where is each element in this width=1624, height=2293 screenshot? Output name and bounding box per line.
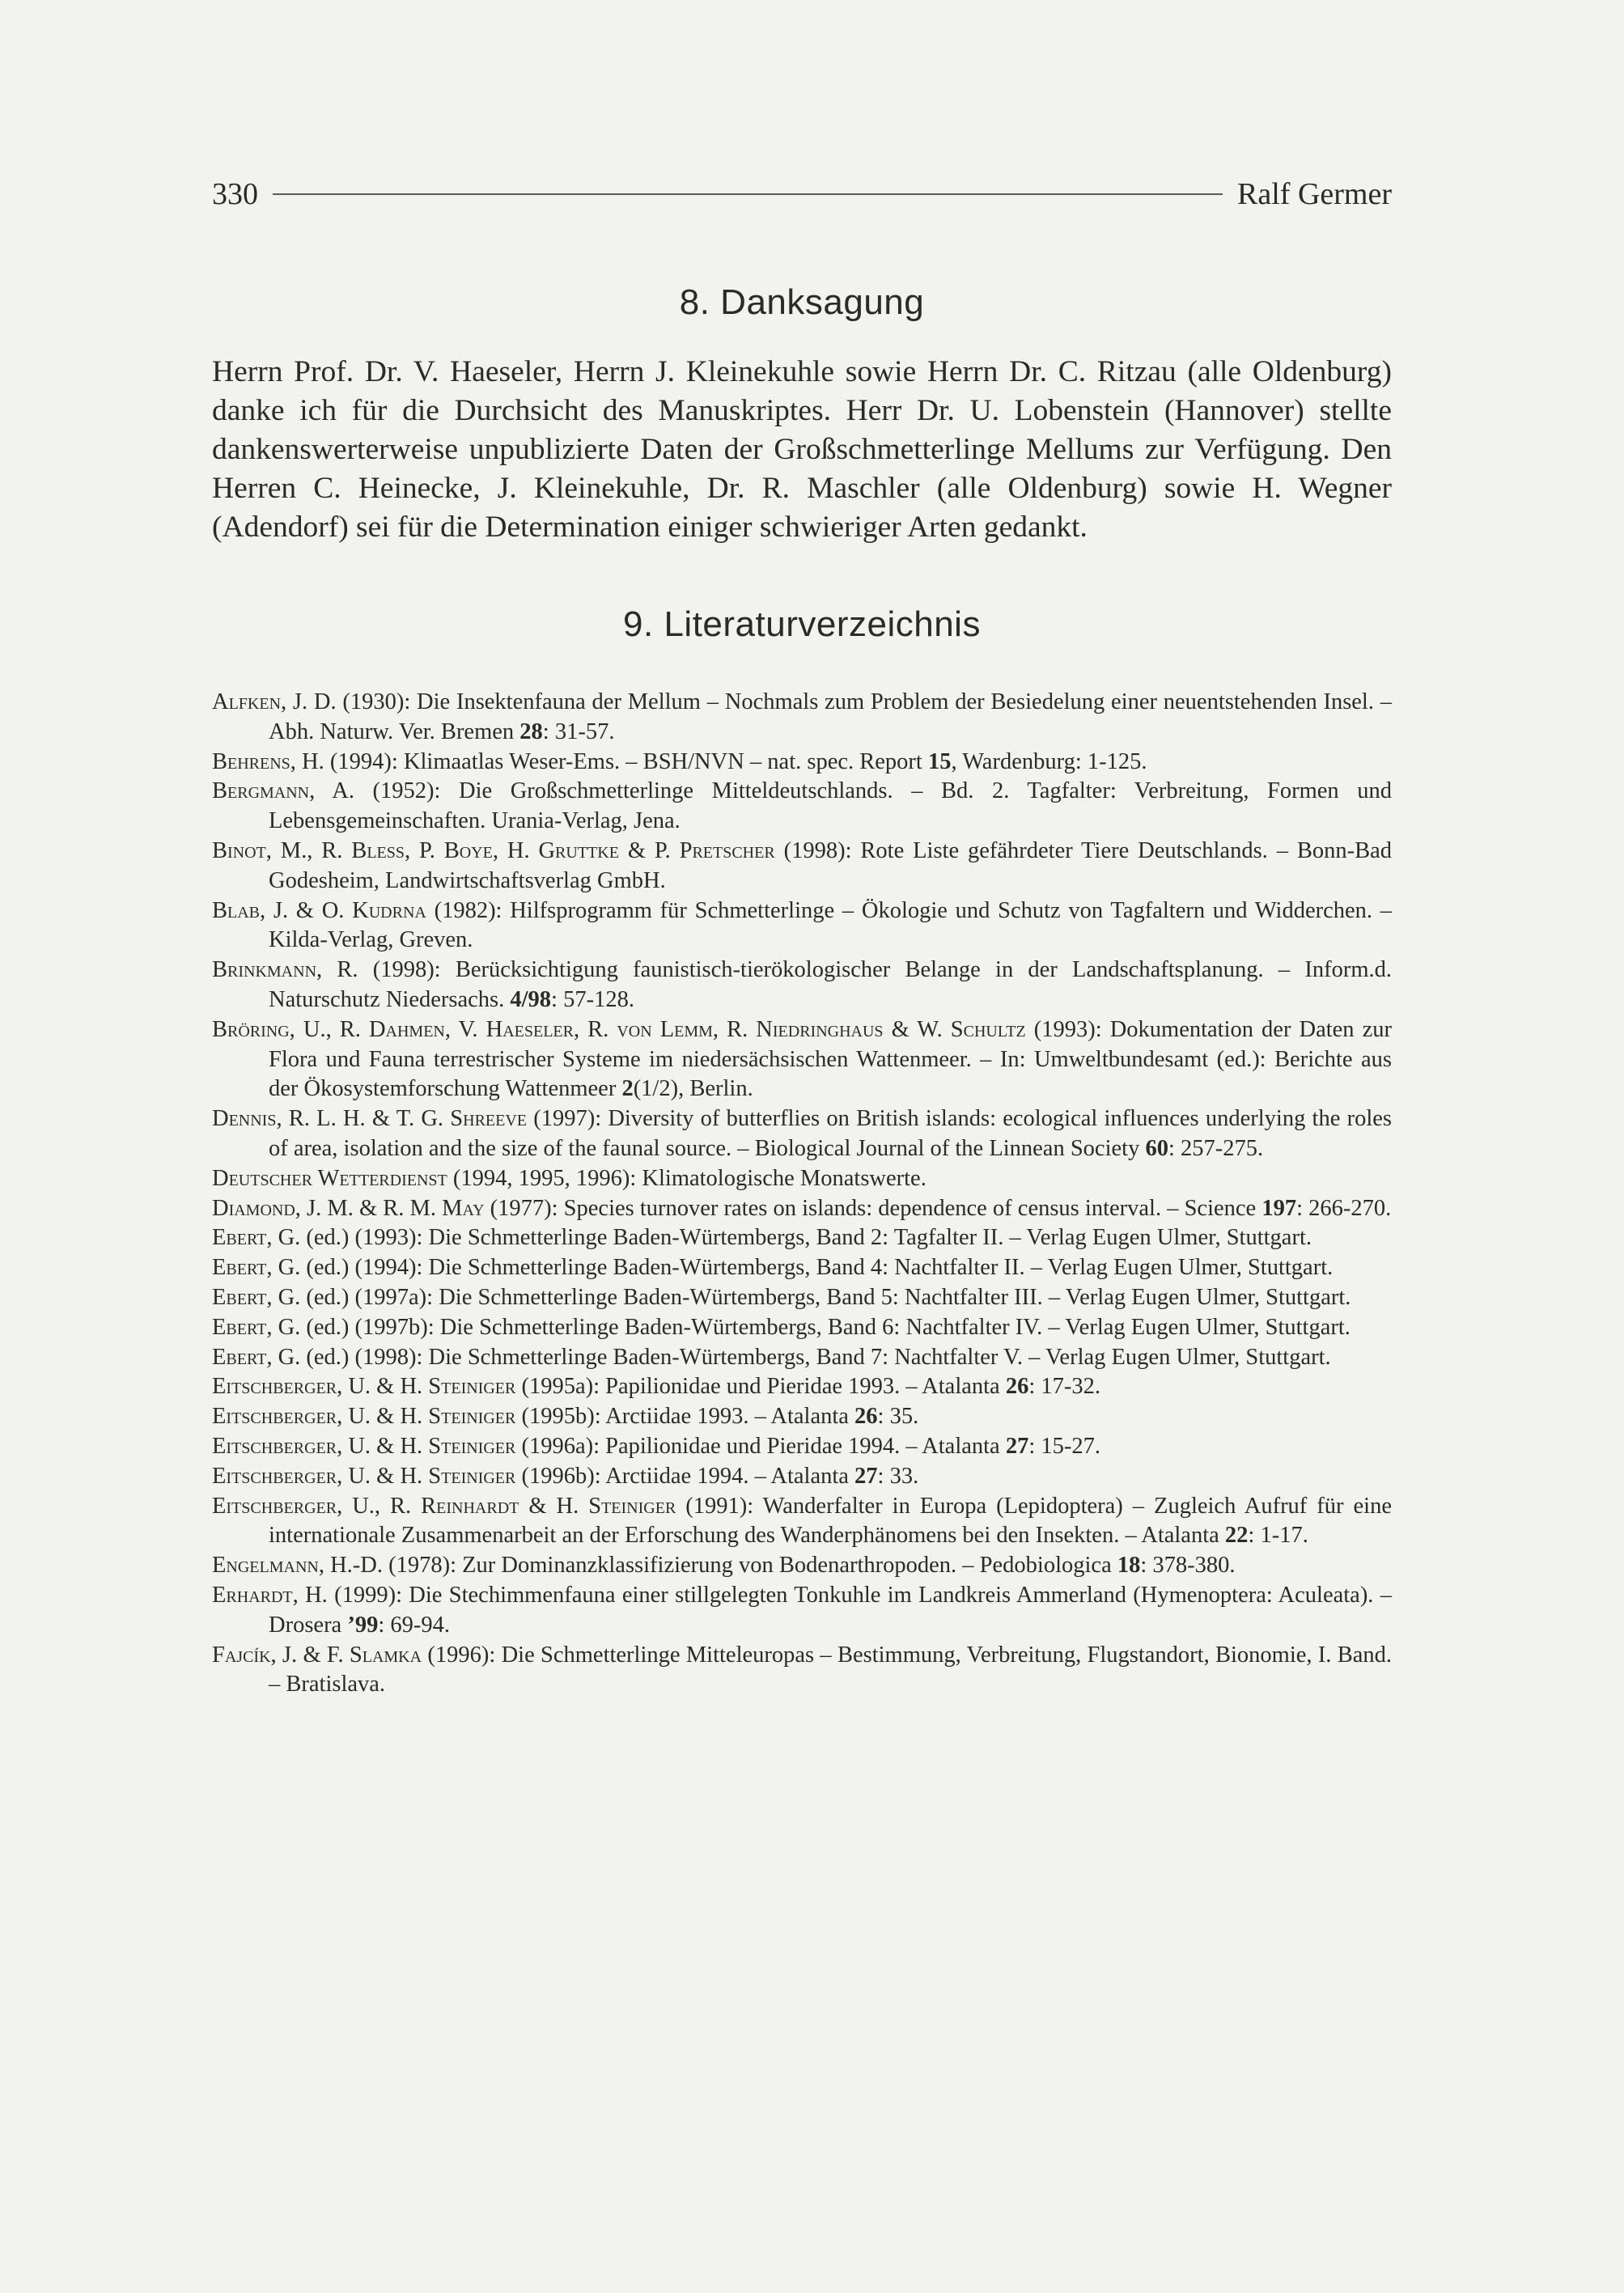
reference-text: (ed.) (1998): Die Schmetterlinge Baden-Würtembergs, Band 7: Nachtfalter V. – Verlag Eugen Ulmer, Stuttgart. [306,1344,1331,1370]
reference-authors: Eitschberger, U. & H. Steiniger [212,1463,516,1489]
section-title-acknowledgement: 8. Danksagung [679,282,925,322]
reference-authors: Engelmann, H.-D. [212,1553,383,1579]
reference-authors: Bergmann, A. [212,778,354,804]
reference-tail: : 17-32. [1028,1374,1101,1400]
reference-tail: : 69-94. [378,1612,451,1638]
reference-text: (1930): Die Insektenfauna der Mellum – Nochmals zum Problem der Besiedelung einer neuentstehenden Insel. – Abh. Naturw. Ver. Bremen [269,689,1392,744]
page [212,176,1392,1700]
reference-authors: Behrens, H. [212,748,324,774]
reference-authors: Brinkmann, R. [212,957,358,983]
reference-entry [212,1343,1392,1373]
reference-text: (1995b): Arctiidae 1993. – Atalanta [521,1404,855,1430]
reference-text: (1999): Die Stechimmenfauna einer stillgelegten Tonkuhle im Landkreis Ammerland (Hymenoptera: Aculeata). – Drosera [269,1582,1392,1638]
reference-authors: Ebert, G. [212,1284,301,1310]
reference-volume: 26 [854,1404,878,1430]
header-rule [273,193,1223,195]
reference-entry [212,956,1392,1015]
reference-text: (1998): Rote Liste gefährdeter Tiere Deutschlands. – Bonn-Bad Godesheim, Landwirtschaftsverlag GmbH. [269,837,1393,893]
reference-entry [212,748,1392,778]
reference-entry [212,1253,1392,1283]
reference-entry [212,1492,1392,1552]
reference-text: (1996a): Papilionidae und Pieridae 1994. – Atalanta [521,1433,1006,1459]
reference-text: (1991): Wanderfalter in Europa (Lepidoptera) – Zugleich Aufruf für eine internationale Zusammenarbeit an der Erforschung des Wanderphänomens bei den Insekten. – Atalanta [269,1493,1392,1549]
reference-tail: : 57-128. [551,986,634,1012]
reference-volume: 28 [519,718,543,744]
reference-authors: Blab, J. & O. Kudrna [212,897,426,923]
reference-volume: ’99 [347,1612,379,1638]
reference-entry [212,1372,1392,1402]
reference-text: (ed.) (1993): Die Schmetterlinge Baden-Würtembergs, Band 2: Tagfalter II. – Verlag Eugen Ulmer, Stuttgart. [306,1225,1312,1251]
reference-authors: Fajcík, J. & F. Slamka [212,1642,422,1668]
reference-volume: 15 [927,748,952,774]
reference-entry [212,1223,1392,1253]
reference-text: (1994, 1995, 1996): Klimatologische Monatswerte. [452,1165,926,1191]
reference-authors: Ebert, G. [212,1344,301,1370]
reference-text: (1998): Berücksichtigung faunistisch-tierökologischer Belange in der Landschaftsplanung. – Inform.d. Naturschutz Niedersachs. [269,957,1392,1012]
reference-text: (1996b): Arctiidae 1994. – Atalanta [521,1463,855,1489]
reference-text: (1993): Dokumentation der Daten zur Flora und Fauna terrestrischer Systeme im niedersächsischen Wattenmeer. – In: Umweltbundesamt (ed.): Berichte aus der Ökosystemforschung Wattenmeer [269,1016,1392,1102]
reference-text: (1995a): Papilionidae und Pieridae 1993. – Atalanta [521,1374,1006,1400]
reference-tail: : 31-57. [542,718,615,744]
reference-volume: 27 [1005,1433,1029,1459]
reference-authors: Deutscher Wetterdienst [212,1165,447,1191]
reference-text: (ed.) (1997a): Die Schmetterlinge Baden-Würtembergs, Band 5: Nachtfalter III. – Verlag Eugen Ulmer, Stuttgart. [306,1284,1351,1310]
reference-entry [212,1015,1392,1104]
reference-list [212,688,1392,1700]
reference-volume: 26 [1005,1374,1029,1400]
reference-volume: 4/98 [510,986,552,1012]
running-head-author: Ralf Germer [1237,177,1392,211]
reference-authors: Dennis, R. L. H. & T. G. Shreeve [212,1106,528,1132]
reference-text: (ed.) (1997b): Die Schmetterlinge Baden-Würtembergs, Band 6: Nachtfalter IV. – Verlag Eugen Ulmer, Stuttgart. [306,1314,1351,1340]
reference-text: (1997): Diversity of butterflies on British islands: ecological influences underlying the roles of area, isolation and the size of the faunal source. – Biological Journal of the Linnean Society [269,1106,1392,1161]
reference-authors: Eitschberger, U. & H. Steiniger [212,1404,516,1430]
reference-entry [212,1432,1392,1462]
reference-authors: Eitschberger, U., R. Reinhardt & H. Steiniger [212,1493,676,1519]
reference-entry [212,777,1392,837]
reference-tail: (1/2), Berlin. [633,1076,753,1102]
acknowledgement-text: Herrn Prof. Dr. V. Haeseler, Herrn J. Kleinekuhle sowie Herrn Dr. C. Ritzau (alle Oldenburg) danke ich für die Durchsicht des Manuskriptes. Herr Dr. U. Lobenstein (Hannover) stellte dankenswerterweise unpublizierte Daten der Großschmetterlinge Mellums zur Verfügung. Den Herren C. Heinecke, J. Kleinekuhle, Dr. R. Maschler (alle Oldenburg) sowie H. Wegner (Adendorf) sei für die Determination einiger schwieriger Arten gedankt. [212,355,1392,544]
reference-tail: , Wardenburg: 1-125. [951,748,1147,774]
reference-entry [212,1581,1392,1641]
reference-tail: : 35. [877,1404,919,1430]
reference-entry [212,1104,1392,1164]
reference-volume: 2 [621,1076,634,1102]
reference-text: (ed.) (1994): Die Schmetterlinge Baden-Würtembergs, Band 4: Nachtfalter II. – Verlag Eugen Ulmer, Stuttgart. [306,1255,1334,1281]
reference-volume: 197 [1261,1195,1297,1221]
reference-volume: 22 [1224,1523,1249,1549]
reference-entry [212,1283,1392,1313]
reference-volume: 18 [1117,1553,1141,1579]
reference-entry [212,1164,1392,1194]
reference-text: (1982): Hilfsprogramm für Schmetterlinge – Ökologie und Schutz von Tagfaltern und Widderchen. – Kilda-Verlag, Greven. [269,897,1392,953]
reference-tail: : 257-275. [1168,1135,1264,1161]
section-title-literature: 9. Literaturverzeichnis [623,604,981,644]
reference-tail: : 15-27. [1028,1433,1101,1459]
reference-text: (1994): Klimaatlas Weser-Ems. – BSH/NVN – nat. spec. Report [329,748,928,774]
reference-entry [212,1194,1392,1224]
reference-entry [212,1551,1392,1581]
reference-entry [212,1462,1392,1492]
reference-entry [212,688,1392,748]
reference-tail: : 33. [877,1463,919,1489]
reference-entry [212,837,1392,896]
reference-text: (1977): Species turnover rates on islands: dependence of census interval. – Science [490,1195,1262,1221]
reference-tail: : 266-270. [1296,1195,1392,1221]
reference-authors: Bröring, U., R. Dahmen, V. Haeseler, R. von Lemm, R. Niedringhaus & W. Schultz [212,1016,1026,1042]
reference-authors: Eitschberger, U. & H. Steiniger [212,1433,516,1459]
reference-authors: Erhardt, H. [212,1582,328,1608]
reference-text: (1996): Die Schmetterlinge Mitteleuropas – Bestimmung, Verbreitung, Flugstandort, Bionomie, I. Band. – Bratislava. [269,1642,1393,1697]
reference-entry [212,1313,1392,1343]
running-head [212,176,1392,212]
reference-text: (1952): Die Großschmetterlinge Mitteldeutschlands. – Bd. 2. Tagfalter: Verbreitung, Formen und Lebensgemeinschaften. Urania-Verlag, Jena. [269,778,1393,834]
reference-authors: Eitschberger, U. & H. Steiniger [212,1374,516,1400]
reference-entry [212,1641,1392,1701]
reference-authors: Alfken, J. D. [212,689,337,714]
reference-authors: Ebert, G. [212,1314,301,1340]
reference-authors: Ebert, G. [212,1225,301,1251]
reference-tail: : 1-17. [1248,1523,1308,1549]
reference-authors: Diamond, J. M. & R. M. May [212,1195,485,1221]
reference-authors: Ebert, G. [212,1255,301,1281]
reference-entry [212,1402,1392,1432]
reference-text: (1978): Zur Dominanzklassifizierung von Bodenarthropoden. – Pedobiologica [388,1553,1117,1579]
reference-volume: 60 [1145,1135,1168,1161]
reference-volume: 27 [854,1463,878,1489]
reference-tail: : 378-380. [1140,1553,1236,1579]
page-number: 330 [212,177,258,211]
reference-authors: Binot, M., R. Bless, P. Boye, H. Gruttke & P. Pretscher [212,837,775,863]
reference-entry [212,896,1392,956]
